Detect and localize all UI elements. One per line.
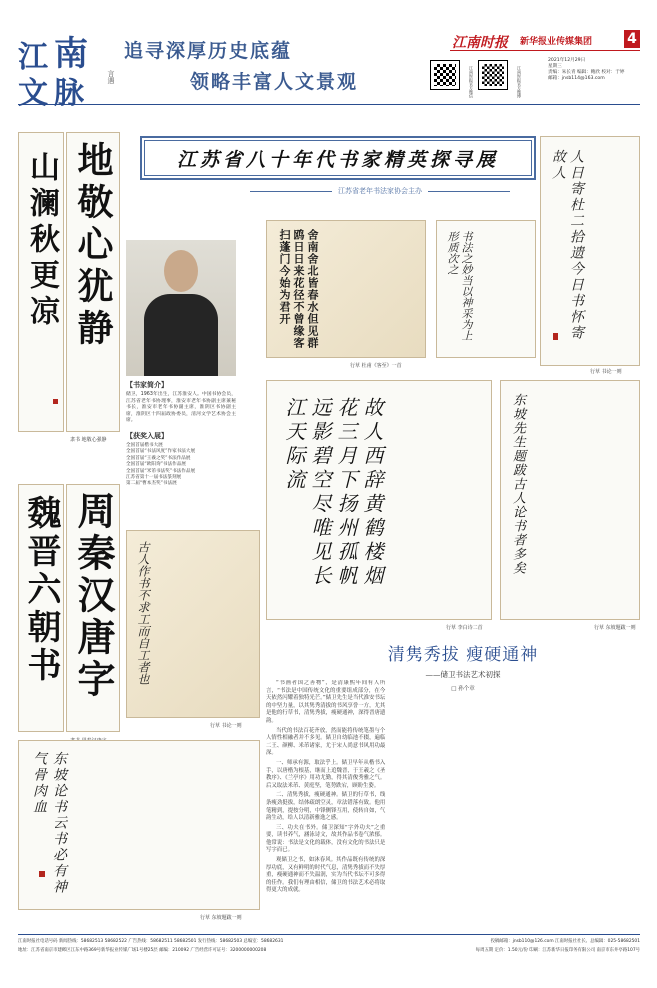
calligraphy-scribble: 东坡论书云书必有神气骨肉血 bbox=[31, 751, 67, 895]
awards-heading: 【获奖入展】 bbox=[126, 430, 168, 440]
footer bbox=[18, 934, 640, 953]
award-item: 第二届“曹本杰奖”书法展 bbox=[126, 481, 177, 487]
masthead bbox=[0, 0, 657, 111]
article-paragraph: 二、清隽秀拔，瘦硬通神。储卫的行草书，线条瘦劲挺拔，结体疏朗空灵，章法错落有致。他用笔精到，提按分明，中锋侧锋互用，使转自如，气韵生动，给人以清新雅逸之感。 bbox=[266, 792, 386, 822]
qr-code[interactable] bbox=[430, 60, 460, 90]
calligraphy-scribble: 东坡先生题跋古人论书者多矣 bbox=[510, 393, 525, 575]
couplet-text: 山澜秋更凉 bbox=[24, 151, 59, 331]
edition-mark: 言遇 bbox=[107, 70, 115, 84]
slogan-line1: 追寻深厚历史底蕴 bbox=[124, 40, 293, 62]
article-paragraph: 观储卫之书，如沐春风。其作品既有传统的深厚功底，又有鲜明的时代气息，清隽秀拔而不失厚重，瘦硬通神而不失温润，实为当代书坛不可多得的佳作。我们有理由相信，储卫的书法艺术必将取得更大的成就。 bbox=[266, 857, 386, 894]
intro-text: 储卫，1963年出生，江苏淮安人。中国书协会员，江苏省老年书协理事，淮安市老年书协副主席兼秘书长，淮安市老年书协副主席，淮阴区书协副主席，淮阴区十四届政协委员，清河文学艺术协会主席。 bbox=[126, 392, 236, 424]
footer-line1: 江南时报社电话号码 新闻热线：58682513 58682522 广告热线：58682511 58682501 发行热线：58682503 总编室：58682631 bbox=[18, 939, 284, 944]
scroll-right-top bbox=[540, 136, 640, 366]
artist-photo bbox=[126, 240, 236, 376]
date: 2021年12月29日 bbox=[548, 58, 586, 63]
calligraphy-li-bai bbox=[266, 380, 492, 620]
caption: 行草 东坡题跋一则 bbox=[200, 915, 242, 921]
awards-list bbox=[126, 443, 236, 488]
artist-bio bbox=[126, 380, 236, 488]
seal-stamp bbox=[553, 333, 558, 340]
weekday: 星期三 bbox=[548, 64, 562, 69]
banner-subtitle: 江苏省老年书法家协会主办 bbox=[338, 187, 422, 195]
intro-heading: 【书家简介】 bbox=[126, 380, 168, 389]
qr-code[interactable] bbox=[478, 60, 508, 90]
page-number-badge bbox=[624, 30, 640, 48]
masthead-divider bbox=[18, 104, 640, 105]
email: 邮箱：jnsb114@163.com bbox=[548, 76, 605, 81]
portrait-head bbox=[164, 250, 198, 292]
article-paragraph: 一、师承有源，取法乎上。储卫早年从楷书入手，以唐楷为根基，继而上追魏晋，于王羲之《圣教序》、《兰亭序》用功尤勤，得其清俊秀雅之气。后又取法米芾、黄庭坚，笔势跌宕，顾盼生姿。 bbox=[266, 759, 386, 789]
qr-label: 江南时报官方微信 bbox=[469, 66, 474, 98]
byline: □ 孙个章 bbox=[451, 686, 475, 692]
clerical-text: 魏晋六朝书 bbox=[21, 495, 61, 685]
calligraphy-bottom-left bbox=[18, 740, 260, 910]
banner-title: 江苏省八十年代书家精英探寻展 bbox=[176, 148, 499, 171]
calligraphy-dongpo bbox=[500, 380, 640, 620]
award-item: 全国首届“米芾书法奖”书法作品展 bbox=[126, 468, 196, 474]
caption: 行草 书论一则 bbox=[210, 723, 242, 729]
award-item: 全国首届楷书大展 bbox=[126, 442, 163, 448]
headline: 清隽秀拔 瘦硬通神 bbox=[387, 645, 539, 665]
caption: 隶书 地敬心强静 bbox=[70, 437, 107, 443]
footer-line2: 地址：江苏省南京市建邺区江东中路369号新华报业传媒广场1号楼25层 邮编：210092 广告经营许可证号：3200000000208 bbox=[18, 948, 267, 953]
award-item: 江苏省第十一届书法篆刻展 bbox=[126, 475, 182, 480]
calligraphy-scribble: 书法之妙当以神采为上形质次之 bbox=[446, 231, 473, 341]
logo-char: 脉 bbox=[54, 76, 84, 111]
logo-char: 南 bbox=[54, 34, 88, 74]
caption: 行草 杜甫《客至》一首 bbox=[350, 363, 402, 369]
calligraphy-scribble: 人日寄杜二拾遗今日书怀寄故人 bbox=[550, 149, 584, 341]
slogan bbox=[124, 36, 358, 94]
article-paragraph: “书画者国之善物”，是清康熙年间有人所言，“书法是中国传统文化的重要组成部分，在今天依然闪耀着独特光芒。”储卫先生是当代淮安书坛的中坚力量，以其隽秀清拔的书风享誉一方，尤其是他的行草书，清隽秀拔，瘦硬通神，深得晋唐遗韵。 bbox=[266, 680, 386, 724]
calligraphy-scribble: 古人作书不求工而自工者也 bbox=[136, 541, 150, 685]
calligraphy-text: 故人西辞黄鹤楼烟花三月下扬州孤帆远影碧空尽唯见长江天际流 bbox=[282, 397, 384, 589]
couplet-right bbox=[66, 132, 120, 432]
subhead: ——储卫书法艺术初探 bbox=[425, 670, 501, 679]
group-name: 新华报业传媒集团 bbox=[520, 37, 593, 47]
calligraphy-mid-right bbox=[436, 220, 536, 358]
masthead-rule bbox=[450, 50, 640, 51]
logo-char: 文 bbox=[18, 76, 48, 111]
calligraphy-text: 舍南舍北皆春水但见群鸥日日来花径不曾缘客扫蓬门今始为君开 bbox=[278, 229, 319, 349]
banner-subtitle-row bbox=[250, 186, 510, 196]
calligraphy-mid-top bbox=[266, 220, 426, 358]
award-item: 全国首届“书法风度”作家书法大展 bbox=[126, 449, 196, 455]
page-number: 4 bbox=[627, 31, 637, 47]
editor-line: 责编：朱长青 编辑：鲍欣 校对：于婷 bbox=[548, 70, 625, 75]
clerical-left bbox=[18, 484, 64, 732]
seal-stamp bbox=[39, 871, 45, 877]
clerical-right bbox=[66, 484, 120, 732]
caption: 行草 东坡题跋一则 bbox=[594, 625, 636, 631]
award-item: 全国首届“欧阳询”书法作品展 bbox=[126, 462, 186, 468]
exhibition-banner bbox=[140, 136, 536, 180]
clerical-text: 周秦汉唐字 bbox=[71, 491, 116, 701]
footer-line2-right: 每周五期 定价：1.50元/份 印刷：江苏新华日报印务有限公司 南京市东井亭路107号 bbox=[475, 948, 640, 953]
section-logo bbox=[18, 30, 104, 111]
qr-label: 江南时报官方微博 bbox=[517, 66, 522, 98]
portrait-body bbox=[144, 294, 218, 376]
couplet-text: 地敬心犹静 bbox=[72, 141, 114, 351]
article-paragraph: 三、功夫在书外。储卫深知“字外功夫”之重要，读书养气，涵泳诗文，故其作品书卷气浓郁。他常说：书法是文化的载体，没有文化的书法只是写字而已。 bbox=[266, 824, 386, 854]
caption: 行草 李白诗二首 bbox=[446, 625, 483, 631]
slogan-line2: 领略丰富人文景观 bbox=[190, 71, 359, 93]
caption: 行草 书论一则 bbox=[590, 369, 622, 375]
logo-char: 江 bbox=[18, 40, 48, 75]
seal-stamp bbox=[53, 399, 58, 404]
article-columns bbox=[266, 680, 640, 910]
paper-name: 江南时报 bbox=[452, 35, 508, 51]
date-block bbox=[548, 58, 624, 82]
award-item: 全国首届“王羲之奖”书法作品展 bbox=[126, 455, 191, 461]
couplet-left bbox=[18, 132, 64, 432]
footer-line1-right: 投稿邮箱：jnsb110@126.com 江南时报社社长、总编辑：025-58682501 bbox=[490, 939, 640, 944]
article-paragraph: 当代的书法百花齐放，然而能将传统笔墨与个人情性相融者并不多见。储卫自幼临池不辍，遍临二王、颜柳、米芾诸家，尤于宋人尚意书风用功最深。 bbox=[266, 727, 386, 757]
